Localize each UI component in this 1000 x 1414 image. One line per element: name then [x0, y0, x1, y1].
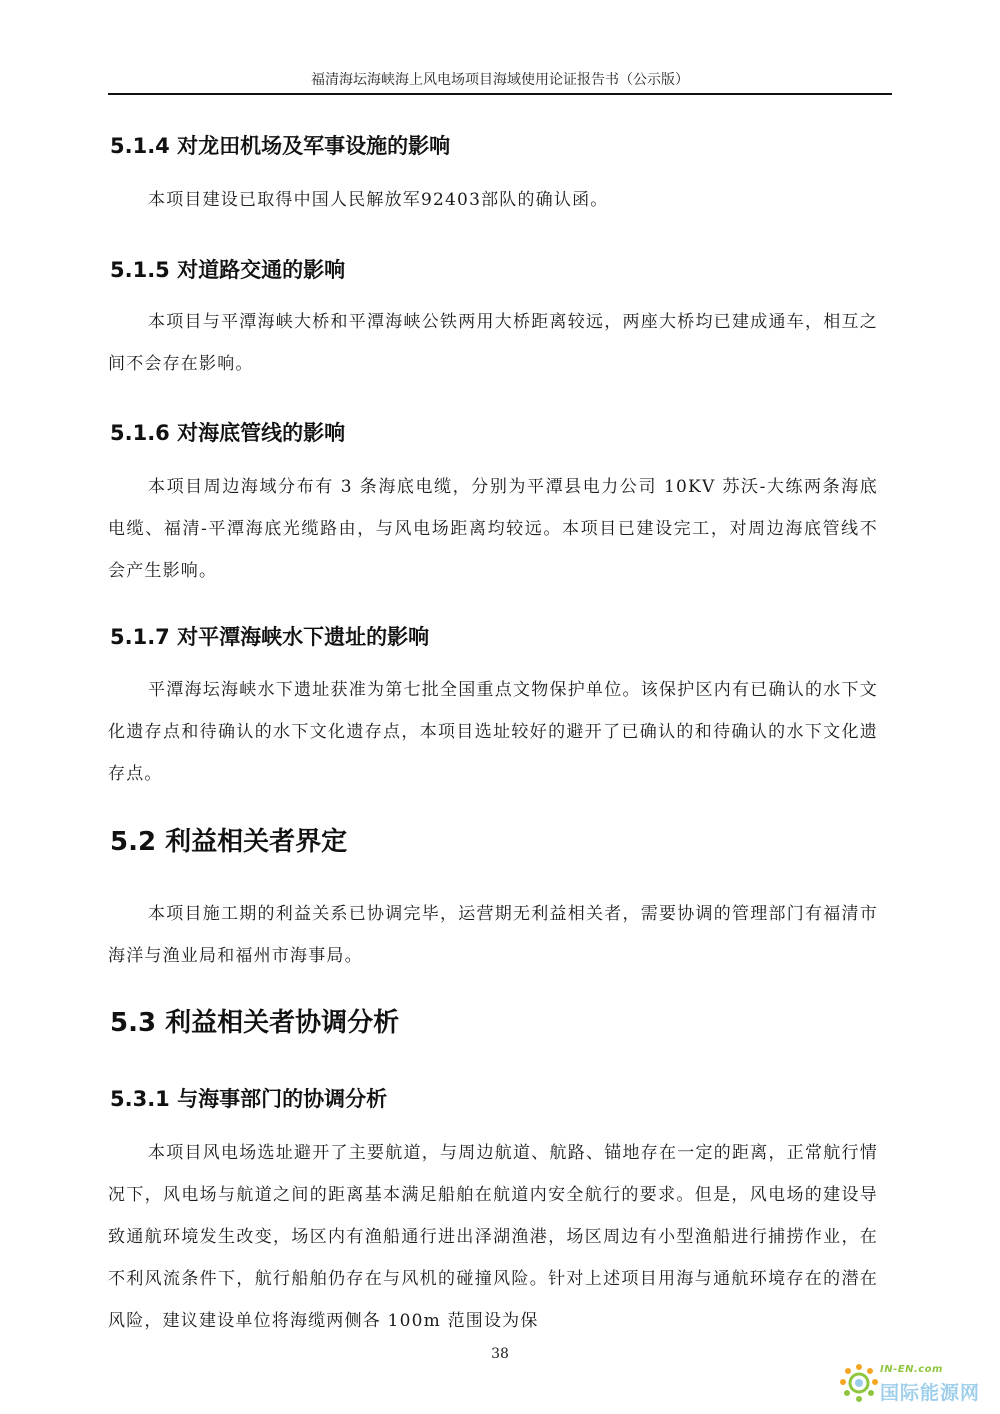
running-header: 福清海坛海峡海上风电场项目海域使用论证报告书（公示版） — [311, 72, 689, 88]
paragraph-5-2: 本项目施工期的利益关系已协调完毕，运营期无利益相关者，需要协调的管理部门有福清市海洋与渔业局和福州市海事局。 — [108, 904, 878, 966]
watermark-logo — [838, 1360, 988, 1404]
header-divider — [108, 93, 892, 95]
heading-5-1-7: 5.1.7 对平潭海峡水下遗址的影响 — [110, 625, 430, 649]
heading-5-2: 5.2 利益相关者界定 — [110, 827, 348, 857]
heading-5-3-1: 5.3.1 与海事部门的协调分析 — [110, 1087, 388, 1111]
paragraph-5-1-7: 平潭海坛海峡水下遗址获准为第七批全国重点文物保护单位。该保护区内有已确认的水下文化遗存点和待确认的水下文化遗存点，本项目选址较好的避开了已确认的和待确认的水下文化遗存点。 — [108, 680, 878, 784]
watermark-name: 国际能源网 — [880, 1382, 981, 1404]
sun-flower-logo-icon — [838, 1362, 880, 1404]
paragraph-5-3-1: 本项目风电场选址避开了主要航道，与周边航道、航路、锚地存在一定的距离，正常航行情况下，风电场与航道之间的距离基本满足船舶在航道内安全航行的要求。但是，风电场的建设导致通航环境发生改变，场区内有渔船通行进出泽湖渔港，场区周边有小型渔船进行捕捞作业，在不利风流条件下，航行船舶仍存在与风机的碰撞风险。针对上述项目用海与通航环境存在的潜在风险，建议建设单位将海缆两侧各 100m 范围设为保 — [108, 1143, 878, 1331]
heading-5-1-5: 5.1.5 对道路交通的影响 — [110, 258, 346, 282]
watermark-brand: IN-EN.com — [880, 1364, 943, 1375]
paragraph-5-1-5: 本项目与平潭海峡大桥和平潭海峡公铁两用大桥距离较远，两座大桥均已建成通车，相互之间不会存在影响。 — [108, 312, 878, 374]
paragraph-5-1-6: 本项目周边海域分布有 3 条海底电缆，分别为平潭县电力公司 10KV 苏沃-大练两条海底电缆、福清-平潭海底光缆路由，与风电场距离均较远。本项目已建设完工，对周边海底管线不会产生影响。 — [108, 477, 878, 581]
page-number: 38 — [491, 1346, 509, 1362]
heading-5-3: 5.3 利益相关者协调分析 — [110, 1008, 400, 1038]
heading-5-1-6: 5.1.6 对海底管线的影响 — [110, 421, 346, 445]
paragraph-5-1-4: 本项目建设已取得中国人民解放军92403部队的确认函。 — [148, 190, 609, 210]
heading-5-1-4: 5.1.4 对龙田机场及军事设施的影响 — [110, 134, 451, 158]
